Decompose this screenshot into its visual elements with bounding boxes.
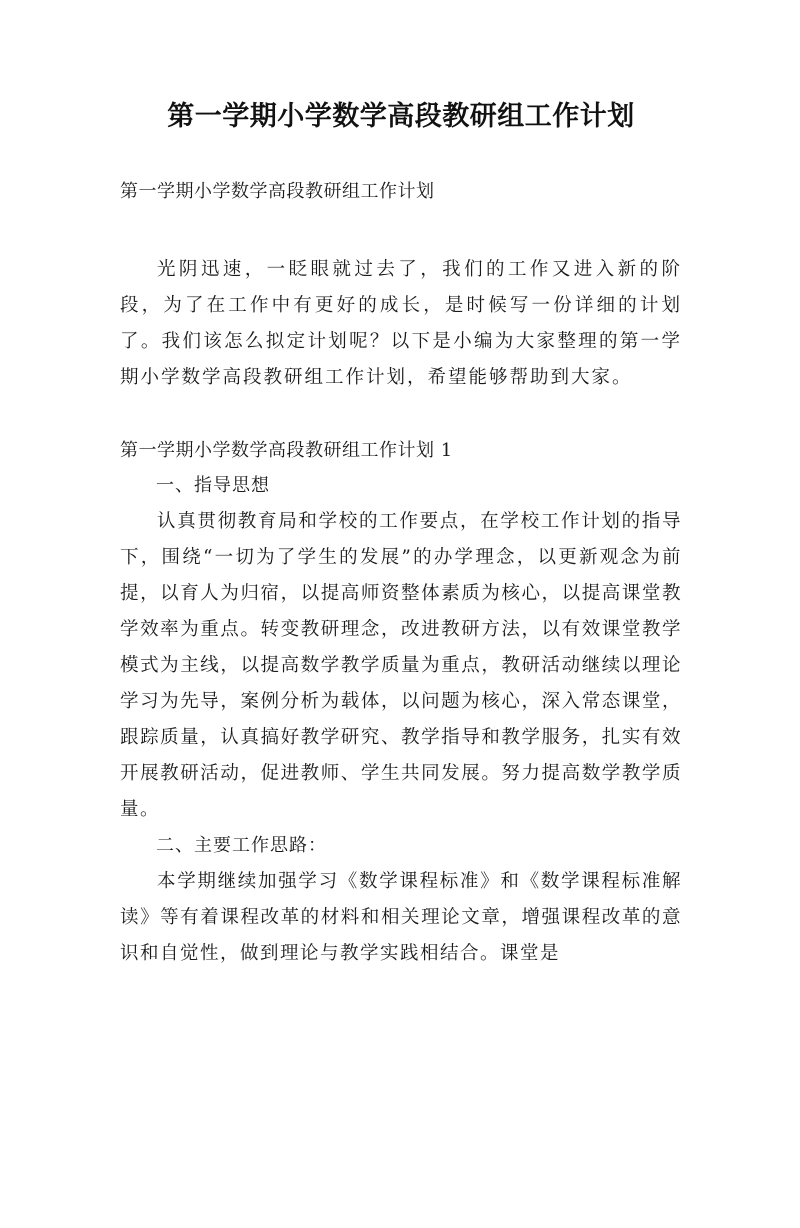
paragraph-guiding-ideology: 认真贯彻教育局和学校的工作要点，在学校工作计划的指导下，围绕“一切为了学生的发展”的办学理念，以更新观念为前提，以育人为归宿，以提高师资整体素质为核心，以提高课堂教学效率为重点。转变教研理念，改进教研方法，以有效课堂教学模式为主线，以提高数学教学质量为重点，教研活动继续以理论学习为先导，案例分析为载体，以问题为核心，深入常态课堂，跟踪质量，认真搞好教学研究、教学指导和教学服务，扎实有效开展教研活动，促进教师、学生共同发展。努力提高数学教学质量。: [120, 511, 682, 820]
paragraph-main-work-ideas: 本学期继续加强学习《数学课程标准》和《数学课程标准解读》等有着课程改革的材料和相关理论文章，增强课程改革的意识和自觉性，做到理论与教学实践相结合。课堂是: [120, 871, 682, 964]
heading-guiding-ideology: 一、指导思想: [156, 475, 270, 496]
section-title: 第一学期小学数学高段教研组工作计划 1: [120, 440, 453, 461]
intro-paragraph: 光阴迅速，一眨眼就过去了，我们的工作又进入新的阶段，为了在工作中有更好的成长，是时候写一份详细的计划了。我们该怎么拟定计划呢？以下是小编为大家整理的第一学期小学数学高段教研组工作计划，希望能够帮助到大家。: [120, 259, 682, 388]
document-subtitle: 第一学期小学数学高段教研组工作计划: [120, 181, 435, 202]
document-title: 第一学期小学数学高段教研组工作计划: [167, 101, 635, 132]
document-page: [0, 97, 800, 1228]
heading-main-work-ideas: 二、主要工作思路：: [156, 835, 327, 856]
